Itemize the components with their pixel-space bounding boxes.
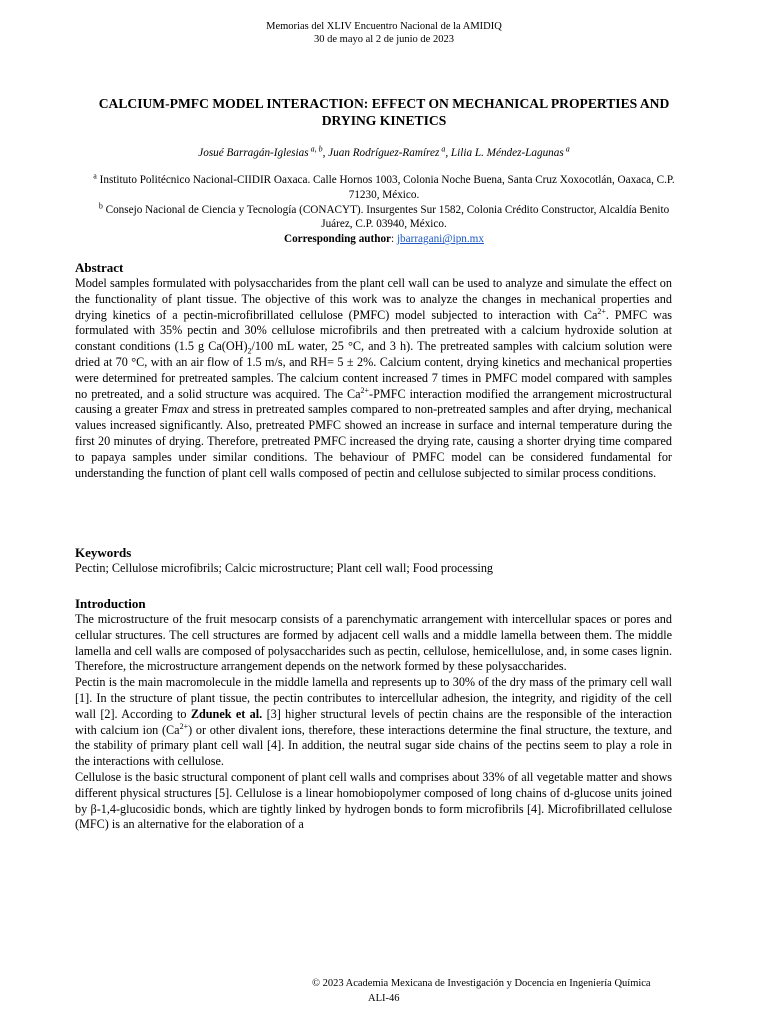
keywords-section [75, 545, 672, 577]
keywords-heading: Keywords [75, 545, 132, 560]
author-name: Lilia L. Méndez-Lagunas [450, 147, 564, 159]
author-name: Juan Rodríguez-Ramírez [328, 147, 440, 159]
paragraph-text-part: ) or other divalent ions, therefore, these interactions determine the final structure, the texture, and the stability of primary plant cell wall [4]. In addition, the neutral sugar side chains of the pectins seem to play a role in the interactions with cellulose. [75, 722, 672, 769]
citation-authors: Zdunek et al. [190, 706, 263, 721]
paper-title: CALCIUM-PMFC MODEL INTERACTION: EFFECT ON MECHANICAL PROPERTIES AND DRYING KINETICS [98, 96, 670, 128]
author-list [0, 146, 768, 160]
introduction-heading: Introduction [75, 596, 146, 611]
corresponding-author-separator: : [391, 233, 397, 246]
corresponding-email-link[interactable]: jbarragani@ipn.mx [396, 233, 484, 246]
corresponding-author [84, 232, 684, 247]
superscript: 2+ [179, 721, 189, 731]
conference-header [0, 20, 768, 46]
abstract-text-part: -PMFC interaction modified the arrangement microstructural causing a greater F [75, 386, 672, 417]
page-footer [312, 976, 651, 1006]
abstract-text [75, 276, 672, 481]
affiliation-b [84, 200, 684, 233]
abstract-text-part: and stress in pretreated samples compared to non-pretreated samples and after drying, mechanical values increased significantly. Also, pretreated PMFC showed an increase in surface and internal temperature during the first 20 minutes of drying. Therefore, pretreated PMFC increased the drying rate, causing a shorter drying time compared to papaya samples under similar conditions. The behaviour of PMFC model can be considered fundamental for understanding the function of plant cell walls composed of pectin and cellulose subjected to similar process conditions. [75, 402, 672, 480]
affiliation-a [84, 173, 684, 203]
affiliation-mark: b [98, 200, 103, 210]
affiliation-text: Instituto Politécnico Nacional-CIIDIR Oaxaca. Calle Hornos 1003, Colonia Noche Buena, Santa Cruz Xoxocotlán, Oaxaca, C.P. 71230, México. [96, 174, 675, 201]
abstract-heading: Abstract [75, 260, 124, 275]
author-affiliation-mark: a [563, 144, 570, 154]
abstract-text-part: Model samples formulated with polysaccharides from the plant cell wall can be used to analyze and simulate the effect on the functionality of plant tissue. The objective of this work was to analyze the changes in mechanical properties and drying kinetics of a pectin-microfibrillated cellulose (PMFC) model subjected to interaction with Ca [75, 276, 672, 322]
superscript: 2+ [360, 385, 370, 395]
introduction-paragraph: The microstructure of the fruit mesocarp consists of a parenchymatic arrangement with intercellular spaces or pores and cellular structures. The cell structures are formed by adjacent cell walls and a middle lamella between them. The middle lamella and cell walls are composed of polysaccharides such as pectin, cellulose, hemicellulose, and, in some cases lignin. Therefore, the microstructure arrangement depends on the network formed by these polysaccharides. [75, 612, 672, 674]
italic-term: max [168, 402, 189, 417]
introduction-paragraph [75, 675, 672, 770]
introduction-section [75, 596, 672, 833]
abstract-text-part: . PMFC was formulated with 35% pectin and 30% cellulose microfibrils and then pretreated with a calcium hydroxide solution at constant conditions (1.5 g Ca(OH) [75, 307, 672, 354]
introduction-paragraph: Cellulose is the basic structural component of plant cell walls and comprises about 33% of all vegetable matter and shows different physical structures [5]. Cellulose is a linear homobiopolymer composed of long chains of d-glucose units joined by β-1,4-glucosidic bonds, which are tightly linked by hydrogen bonds to form microfibrils [4]. Microfibrillated cellulose (MFC) is an alternative for the elaboration of a [75, 769, 672, 832]
corresponding-author-label: Corresponding author [284, 233, 392, 246]
superscript: 2+ [597, 306, 606, 316]
author-separator: , [445, 147, 451, 159]
author-affiliation-mark: a [439, 144, 446, 154]
subscript: 2 [247, 346, 252, 356]
affiliation-mark: a [93, 171, 97, 181]
affiliations [84, 173, 684, 247]
author-separator: , [322, 147, 329, 159]
copyright-notice: © 2023 Academia Mexicana de Investigación y Docencia en Ingeniería Química [312, 978, 651, 989]
author-name: Josué Barragán-Iglesias [198, 147, 309, 159]
conference-dates: 30 de mayo al 2 de junio de 2023 [314, 34, 454, 45]
keywords-text: Pectin; Cellulose microfibrils; Calcic microstructure; Plant cell wall; Food processing [75, 561, 494, 575]
abstract-text-part: /100 mL water, 25 °C, and 3 h). The pretreated samples with calcium solution were dried at 70 °C, with an air flow of 1.5 m/s, and RH= 5 ± 2%. Calcium content, drying kinetics and mechanical properties were determined for pretreated samples. The calcium content increased 7 times in PMFC model compared with samples no pretreated, and a solid structure was acquired. The Ca [75, 339, 672, 401]
paragraph-text-part: Pectin is the main macromolecule in the middle lamella and represents up to 30% of the dry mass of the primary cell wall [1]. In the structure of plant tissue, the pectin contributes to intercellular adhesion, the integrity, and rigidity of the cell wall [2]. According to [75, 675, 672, 721]
author-affiliation-mark: a, b [308, 144, 323, 154]
affiliation-text: Consejo Nacional de Ciencia y Tecnología (CONACYT). Insurgentes Sur 1582, Colonia Crédito Constructor, Alcaldía Benito Juárez, C.P. 03940, México. [102, 203, 670, 231]
abstract-section [75, 260, 672, 481]
conference-name: Memorias del XLIV Encuentro Nacional de la AMIDIQ [266, 21, 502, 32]
paragraph-text-part: [3] higher structural levels of pectin chains are the responsible of the interaction with calcium ion (Ca [75, 706, 672, 737]
page-code: ALI-46 [368, 993, 400, 1004]
